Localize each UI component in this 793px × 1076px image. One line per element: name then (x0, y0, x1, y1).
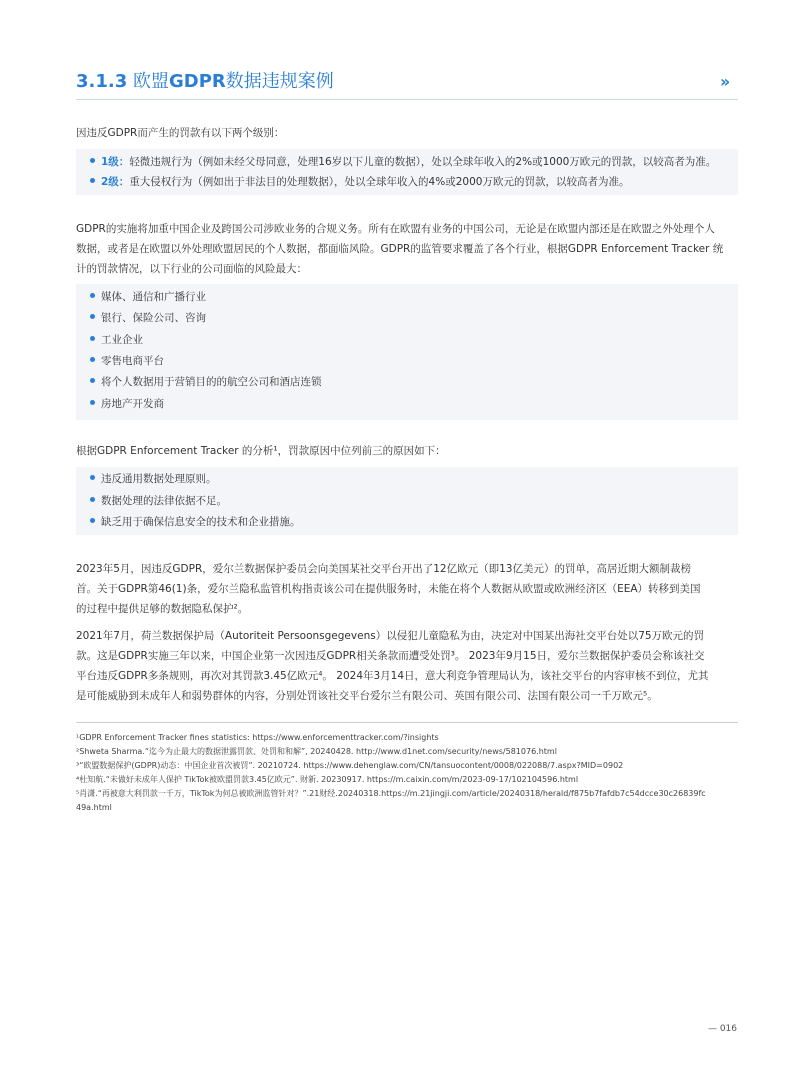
bullet-icon (90, 378, 95, 383)
list-item (90, 372, 322, 392)
reason-text: 缺乏用于确保信息安全的技术和企业措施。 (101, 516, 301, 528)
levels-box (76, 149, 738, 195)
bullet-icon (90, 475, 95, 480)
list-item (90, 512, 301, 532)
bullet-icon (90, 357, 95, 362)
intro-text: 因违反GDPR而产生的罚款有以下两个级别： (76, 127, 285, 139)
bullet-icon (90, 400, 95, 405)
reason-text: 数据处理的法律依据不足。 (101, 495, 227, 507)
section-title (76, 70, 334, 94)
list-item (90, 469, 217, 489)
bullet-icon (90, 293, 95, 298)
paragraph-case-2021 (76, 626, 738, 706)
list-item (90, 351, 164, 371)
footnote: ⁴杜知航.“未做好未成年人保护 TikTok被欧盟罚款3.45亿欧元”. 财新. 20230917. https://m.caixin.com/m/2023-09-17/102104596.html (76, 775, 579, 784)
section-number: 3.1.3 (76, 71, 128, 92)
title-suffix: 数据违规案例 (225, 71, 334, 92)
list-item (90, 308, 206, 328)
double-chevron-right-icon: ›› (720, 72, 728, 91)
footnote: 49a.html (76, 803, 112, 812)
header-divider (76, 99, 738, 100)
level-label: 1级： (101, 156, 130, 168)
title-prefix: 欧盟 (132, 71, 169, 92)
section-header (76, 70, 738, 96)
industry-text: 银行、保险公司、咨询 (101, 312, 206, 324)
bullet-icon (90, 497, 95, 502)
level-label: 2级： (101, 176, 130, 188)
footnote: ⁵肖潇.“再被意大利罚款一千万，TikTok为何总被欧洲监管针对？”.21财经.20240318.https://m.21jingji.com/article/20240318/herald/f875b7fafdb7c54dcce30c26839fc (76, 789, 706, 798)
list-item (90, 152, 716, 172)
paragraph-line: 2021年7月，荷兰数据保护局（Autoriteit Persoonsgegevens）以侵犯儿童隐私为由，决定对中国某出海社交平台处以75万欧元的罚 (76, 630, 705, 642)
paragraph-compliance (76, 219, 738, 279)
industry-text: 零售电商平台 (101, 355, 164, 367)
bullet-icon (90, 518, 95, 523)
level-text: 轻微违规行为（例如未经父母同意，处理16岁以下儿童的数据），处以全球年收入的2%或1000万欧元的罚款，以较高者为准。 (129, 156, 717, 168)
reasons-intro: 根据GDPR Enforcement Tracker 的分析¹，罚款原因中位列前三的原因如下： (76, 445, 446, 457)
list-item (90, 287, 206, 307)
list-item (90, 394, 164, 414)
page-number: — 016 (707, 1024, 737, 1034)
level-text: 重大侵权行为（例如出于非法目的处理数据），处以全球年收入的4%或2000万欧元的罚款，以较高者为准。 (129, 176, 630, 188)
paragraph-line: 2023年5月，因违反GDPR，爱尔兰数据保护委员会向美国某社交平台开出了12亿欧元（即13亿美元）的罚单，高居近期大额制裁榜 (76, 563, 691, 575)
paragraph-line: 数据，或者是在欧盟以外处理欧盟居民的个人数据，都面临风险。GDPR的监管要求覆盖了各个行业，根据GDPR Enforcement Tracker 统 (76, 243, 724, 255)
paragraph-line: 款。这是GDPR实施三年以来，中国企业第一次因违反GDPR相关条款而遭受处罚³。 2023年9月15日，爱尔兰数据保护委员会称该社交 (76, 650, 705, 662)
bullet-icon (90, 158, 95, 163)
industry-text: 房地产开发商 (101, 398, 164, 410)
bullet-icon (90, 178, 95, 183)
industry-text: 将个人数据用于营销目的的航空公司和酒店连锁 (101, 376, 322, 388)
industries-box (76, 284, 738, 420)
paragraph-line: 平台违反GDPR多条规则，再次对其罚款3.45亿欧元⁴。 2024年3月14日，意大利竞争管理局认为，该社交平台的内容审核不到位，尤其 (76, 670, 709, 682)
paragraph-line: 首。关于GDPR第46(1)条，爱尔兰隐私监管机构指责该公司在提供服务时，未能在将个人数据从欧盟或欧洲经济区（EEA）转移到美国 (76, 583, 701, 595)
footnotes (76, 731, 738, 815)
paragraph-line: 计的罚款情况，以下行业的公司面临的风险最大： (76, 263, 307, 275)
list-item (90, 491, 227, 511)
paragraph-line: 是可能威胁到未成年人和弱势群体的内容，分别处罚该社交平台爱尔兰有限公司、英国有限公司、法国有限公司一千万欧元⁵。 (76, 690, 658, 702)
industry-text: 工业企业 (101, 334, 143, 346)
reason-text: 违反通用数据处理原则。 (101, 473, 217, 485)
title-gdpr: GDPR (168, 71, 226, 92)
footnote-divider (76, 722, 738, 723)
industry-text: 媒体、通信和广播行业 (101, 291, 206, 303)
reasons-box (76, 467, 738, 535)
bullet-icon (90, 336, 95, 341)
paragraph-case-2023 (76, 559, 738, 619)
paragraph-line: 的过程中提供足够的数据隐私保护²。 (76, 603, 249, 615)
list-item (90, 172, 629, 192)
footnote: ²Shweta Sharma.“迄今为止最大的数据泄露罚款、处罚和和解”, 20240428. http://www.d1net.com/security/news/581076.html (76, 747, 557, 756)
bullet-icon (90, 314, 95, 319)
footnote: ³“欧盟数据保护(GDPR)动态：中国企业首次被罚”. 20210724. https://www.dehenglaw.com/CN/tansuocontent/0008/022088/7.aspx?MID=0902 (76, 761, 624, 770)
paragraph-line: GDPR的实施将加重中国企业及跨国公司涉欧业务的合规义务。所有在欧盟有业务的中国公司，无论是在欧盟内部还是在欧盟之外处理个人 (76, 223, 715, 235)
footnote: ¹GDPR Enforcement Tracker fines statistics: https://www.enforcementtracker.com/?insights (76, 733, 439, 742)
list-item (90, 330, 143, 350)
